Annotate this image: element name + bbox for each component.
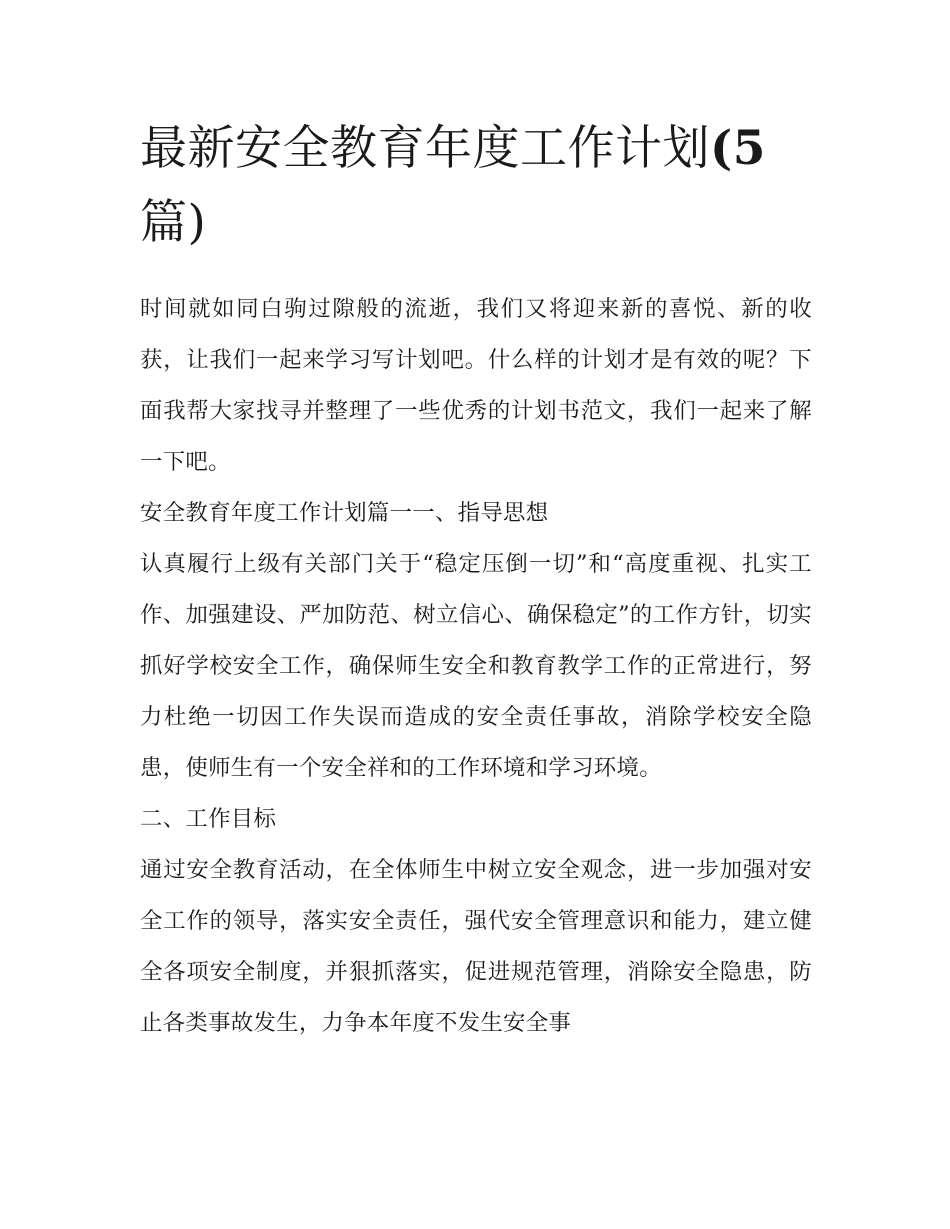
document-page	[140, 112, 812, 1049]
intro-paragraph: 时间就如同白驹过隙般的流逝，我们又将迎来新的喜悦、新的收获，让我们一起来学习写计划吧。什么样的计划才是有效的呢？下面我帮大家找寻并整理了一些优秀的计划书范文，我们一起来了解一下吧。	[140, 296, 812, 475]
section-heading-work-goals: 二、工作目标	[140, 806, 277, 832]
section-heading-guiding-ideology: 安全教育年度工作计划篇一一、指导思想	[140, 500, 549, 526]
guiding-ideology-paragraph: 认真履行上级有关部门关于“稳定压倒一切”和“高度重视、扎实工作、加强建设、严加防范、树立信心、确保稳定”的工作方针，切实抓好学校安全工作，确保师生安全和教育教学工作的正常进行，努力杜绝一切因工作失误而造成的安全责任事故，消除学校安全隐患，使师生有一个安全祥和的工作环境和学习环境。	[140, 551, 812, 781]
title-paren-close: 篇)	[140, 195, 207, 250]
title-main: 最新安全教育年度工作计划	[140, 121, 710, 176]
document-body	[140, 284, 812, 1049]
title-paren-open: (5	[710, 121, 766, 176]
document-title	[140, 112, 812, 260]
work-goals-paragraph: 通过安全教育活动，在全体师生中树立安全观念，进一步加强对安全工作的领导，落实安全责任，强代安全管理意识和能力，建立健全各项安全制度，并狠抓落实，促进规范管理，消除安全隐患，防止各类事故发生，力争本年度不发生安全事	[140, 857, 812, 1036]
